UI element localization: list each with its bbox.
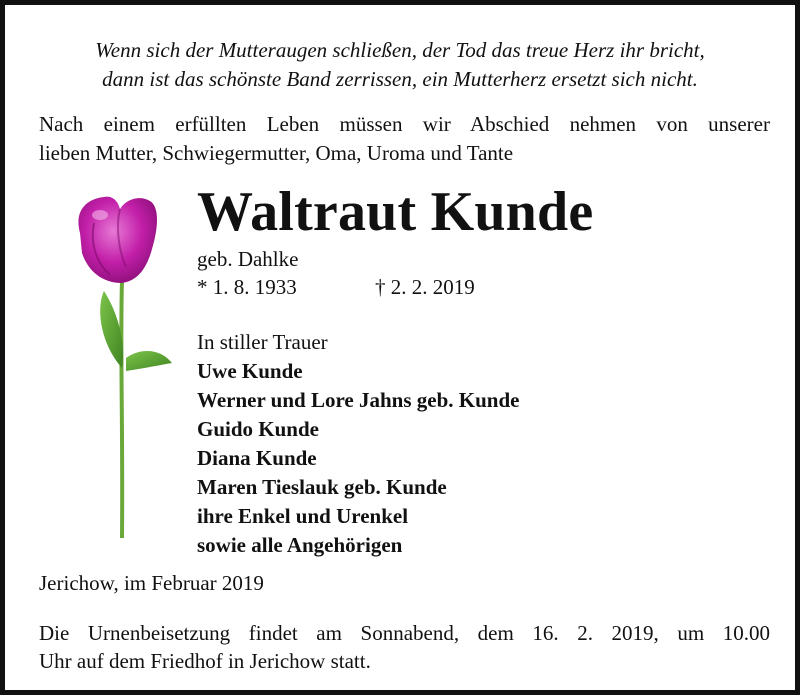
- birth-name: geb. Dahlke: [197, 247, 299, 271]
- poem-line: Wenn sich der Mutteraugen schließen, der Tod das treue Herz ihr bricht,: [95, 38, 705, 62]
- birth-date: * 1. 8. 1933: [197, 275, 297, 299]
- mourner-name: Diana Kunde: [197, 446, 317, 470]
- mourner-name: ihre Enkel und Urenkel: [197, 504, 409, 528]
- death-date: † 2. 2. 2019: [375, 275, 475, 299]
- mourners-heading: In stiller Trauer: [197, 330, 328, 354]
- life-dates: [197, 273, 475, 301]
- mourners-list: [197, 328, 519, 560]
- burial-line: Uhr auf dem Friedhof in Jerichow statt.: [39, 649, 371, 673]
- intro-line: Nach einem erfüllten Leben müssen wir Abschied nehmen von unserer: [39, 112, 770, 136]
- mourner-name: Maren Tieslauk geb. Kunde: [197, 475, 447, 499]
- burial-line: Die Urnenbeisetzung findet am Sonnabend, dem 16. 2. 2019, um 10.00: [39, 621, 770, 645]
- intro-text: [39, 110, 770, 168]
- mourner-name: Werner und Lore Jahns geb. Kunde: [197, 388, 520, 412]
- poem-line: dann ist das schönste Band zerrissen, ein Mutterherz ersetzt sich nicht.: [102, 67, 698, 91]
- place-date: Jerichow, im Februar 2019: [39, 571, 264, 595]
- mourner-name: Uwe Kunde: [197, 359, 303, 383]
- memorial-poem: [15, 36, 785, 94]
- mourner-name: sowie alle Angehörigen: [197, 533, 403, 557]
- deceased-name: Waltraut Kunde: [197, 181, 594, 243]
- tulip-icon: [60, 193, 190, 543]
- intro-line: lieben Mutter, Schwiegermutter, Oma, Uroma und Tante: [39, 141, 514, 165]
- burial-info: [39, 619, 770, 675]
- mourner-name: Guido Kunde: [197, 417, 319, 441]
